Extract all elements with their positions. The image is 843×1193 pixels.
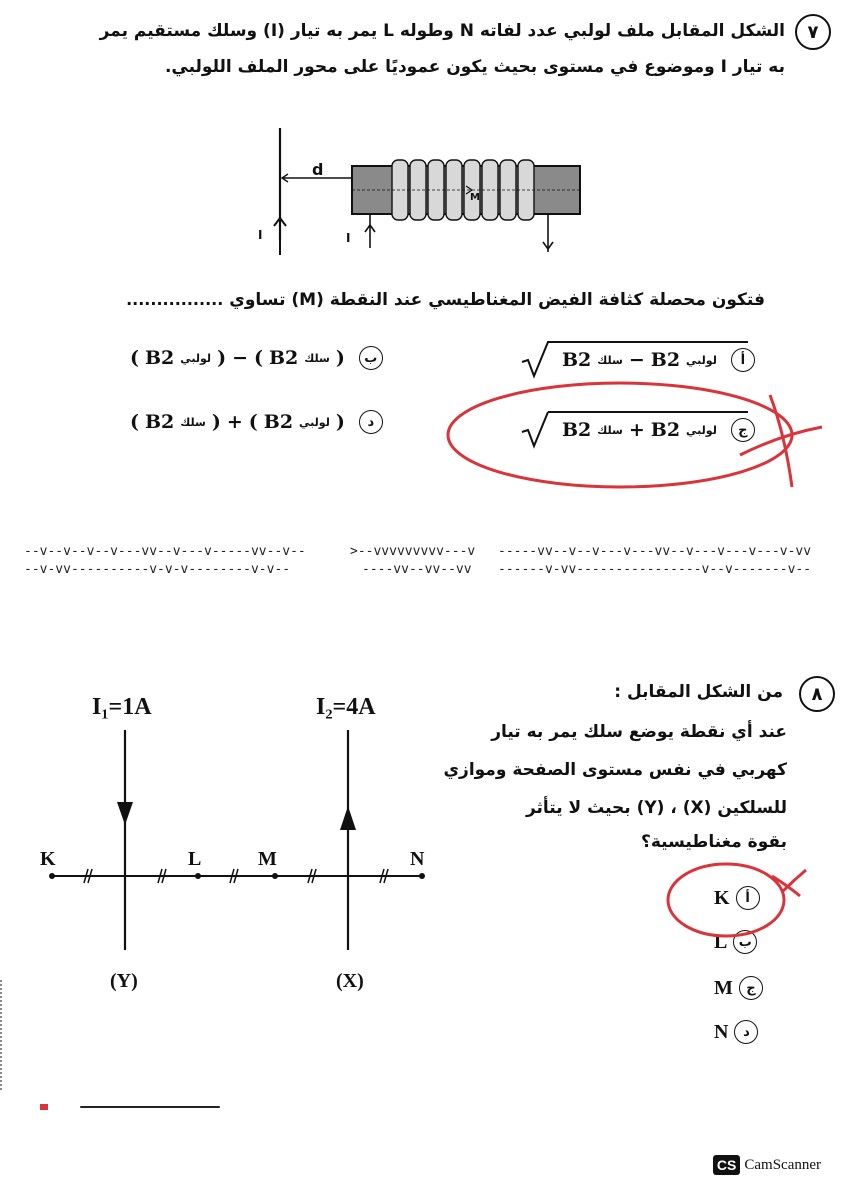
q7-option-b-paren-a: ( (130, 347, 139, 369)
q7-option-b-paren-c: ( (253, 347, 263, 369)
question-8-line2: كهربي في نفس مستوى الصفحة وموازي (443, 760, 787, 780)
q7-option-a-solenoid-sub: لولبي (686, 353, 717, 367)
q7-option-b-b2-second: B2 (268, 347, 299, 369)
camscanner-name: CamScanner (744, 1156, 821, 1173)
current-i1-label: I₁=1A (92, 694, 152, 720)
q8-option-b-letter: ب (733, 930, 757, 954)
q7-option-b-solenoid-sub: لولبي (180, 351, 212, 365)
sqrt-icon (520, 340, 550, 380)
camscanner-badge: CS (713, 1155, 740, 1175)
question-7-prompt (45, 290, 765, 310)
q7-option-c-solenoid-sub: لولبي (686, 423, 717, 437)
q7-option-c-b2-first: B2 (562, 419, 592, 441)
distance-label-d: d (312, 160, 324, 179)
q7-option-d[interactable] (130, 410, 383, 434)
q7-option-d-paren-b: ) (211, 411, 221, 433)
question-7-prompt-text: فتكون محصلة كثافة الفيض المغناطيسي عند النقطة (M) تساوي (229, 290, 765, 310)
solenoid-figure (240, 120, 600, 260)
q7-option-a-b2-first: B2 (562, 349, 592, 371)
q7-option-a[interactable] (520, 340, 755, 380)
q7-option-b-wire-sub: سلك (304, 351, 330, 365)
q7-option-b-minus: − (232, 347, 248, 369)
wire-x-label: (X) (336, 970, 364, 992)
question-8-number (799, 676, 835, 712)
q7-option-d-plus: + (226, 411, 243, 433)
question-7-text-line2: به تيار I وموضوع في مستوى بحيث يكون عموديًا على محور الملف اللولبي. (164, 57, 785, 77)
point-k-label: K (40, 848, 56, 870)
point-m-label-q8: M (258, 848, 277, 870)
point-m-label: M (470, 192, 480, 203)
q8-option-a-letter: أ (736, 886, 760, 910)
separator-row2-left: --v-vv----------v-v-v--------v-v-- (24, 562, 291, 577)
q7-option-d-paren-d: ) (335, 411, 345, 433)
parallel-wires-figure (30, 690, 440, 1010)
q7-option-c-plus: + (628, 419, 645, 441)
separator-row1-left: --v--v--v--v---vv--v---v-----vv--v-- (24, 544, 306, 559)
scan-bottom-line (80, 1106, 220, 1108)
q8-option-d-letter: د (734, 1020, 758, 1044)
q8-option-c[interactable] (714, 976, 763, 1000)
q7-option-c-b2-second: B2 (650, 419, 681, 441)
question-7-text-line1: الشكل المقابل ملف لولبي عدد لفاته N وطوله L يمر به تيار (I) وسلك مستقيم يمر (99, 21, 785, 41)
q7-option-d-solenoid-sub: لولبي (299, 415, 330, 429)
separator-row1-mid: >--vvvvvvvvv---v (350, 544, 476, 559)
q7-option-d-paren-a: ( (130, 411, 139, 433)
q7-option-d-b2-first: B2 (145, 411, 175, 433)
question-8-intro: من الشكل المقابل : (614, 682, 783, 702)
q7-option-d-wire-sub: سلك (180, 415, 206, 429)
point-n-label: N (410, 848, 425, 870)
q8-option-d-value: N (714, 1020, 729, 1043)
q7-option-b[interactable] (130, 346, 383, 370)
q7-option-c-letter: ج (731, 418, 755, 442)
scan-red-dot (40, 1104, 48, 1110)
q7-option-a-b2-second: B2 (650, 349, 681, 371)
camscanner-logo (713, 1155, 821, 1175)
q7-option-c-wire-sub: سلك (597, 423, 623, 437)
q7-option-d-letter: د (359, 410, 383, 434)
q8-option-a-value: K (714, 886, 730, 909)
q8-option-c-value: M (714, 976, 733, 999)
q8-option-c-letter: ج (739, 976, 763, 1000)
scan-edge-mark (0, 980, 8, 1090)
question-8-line3: للسلكين (X) ، (Y) بحيث لا يتأثر (525, 798, 787, 818)
solenoid-current-label: I (346, 231, 351, 245)
q8-answer-mark (664, 852, 814, 942)
question-7-number-text: ٧ (807, 21, 819, 43)
answer-dots: ................ (126, 290, 224, 309)
question-8-number-text: ٨ (811, 683, 823, 705)
q7-option-b-b2-first: B2 (145, 347, 175, 369)
q8-option-b-value: L (714, 930, 728, 953)
q7-option-b-letter: ب (359, 346, 383, 370)
separator-row2-right: ------v-vv----------------v--v-------v-- (498, 562, 812, 577)
q7-answer-mark (440, 375, 830, 495)
q7-option-d-b2-second: B2 (263, 411, 294, 433)
question-8-line4: بقوة مغناطيسية؟ (640, 832, 787, 852)
separator-row2-mid: ----vv--vv--vv (362, 562, 472, 577)
question-8-line1: عند أي نقطة يوضع سلك يمر به تيار (491, 722, 787, 742)
q7-option-a-wire-sub: سلك (597, 353, 623, 367)
wire-current-label: I (258, 228, 263, 242)
q7-option-b-paren-d: ) (335, 347, 345, 369)
point-l-label: L (188, 848, 202, 870)
q7-option-d-paren-c: ( (248, 411, 258, 433)
wire-y-label: (Y) (110, 970, 138, 992)
q7-option-a-letter: أ (731, 348, 755, 372)
current-i2-label: I₂=4A (316, 694, 376, 720)
sqrt-overline (548, 340, 748, 380)
q7-option-a-minus: − (628, 349, 645, 371)
separator-row1-right: -----vv--v--v---v---vv--v---v---v---v-vv (498, 544, 812, 559)
question-7-number (795, 14, 831, 50)
q7-option-b-paren-b: ) (217, 347, 227, 369)
q8-option-d[interactable] (714, 1020, 758, 1044)
